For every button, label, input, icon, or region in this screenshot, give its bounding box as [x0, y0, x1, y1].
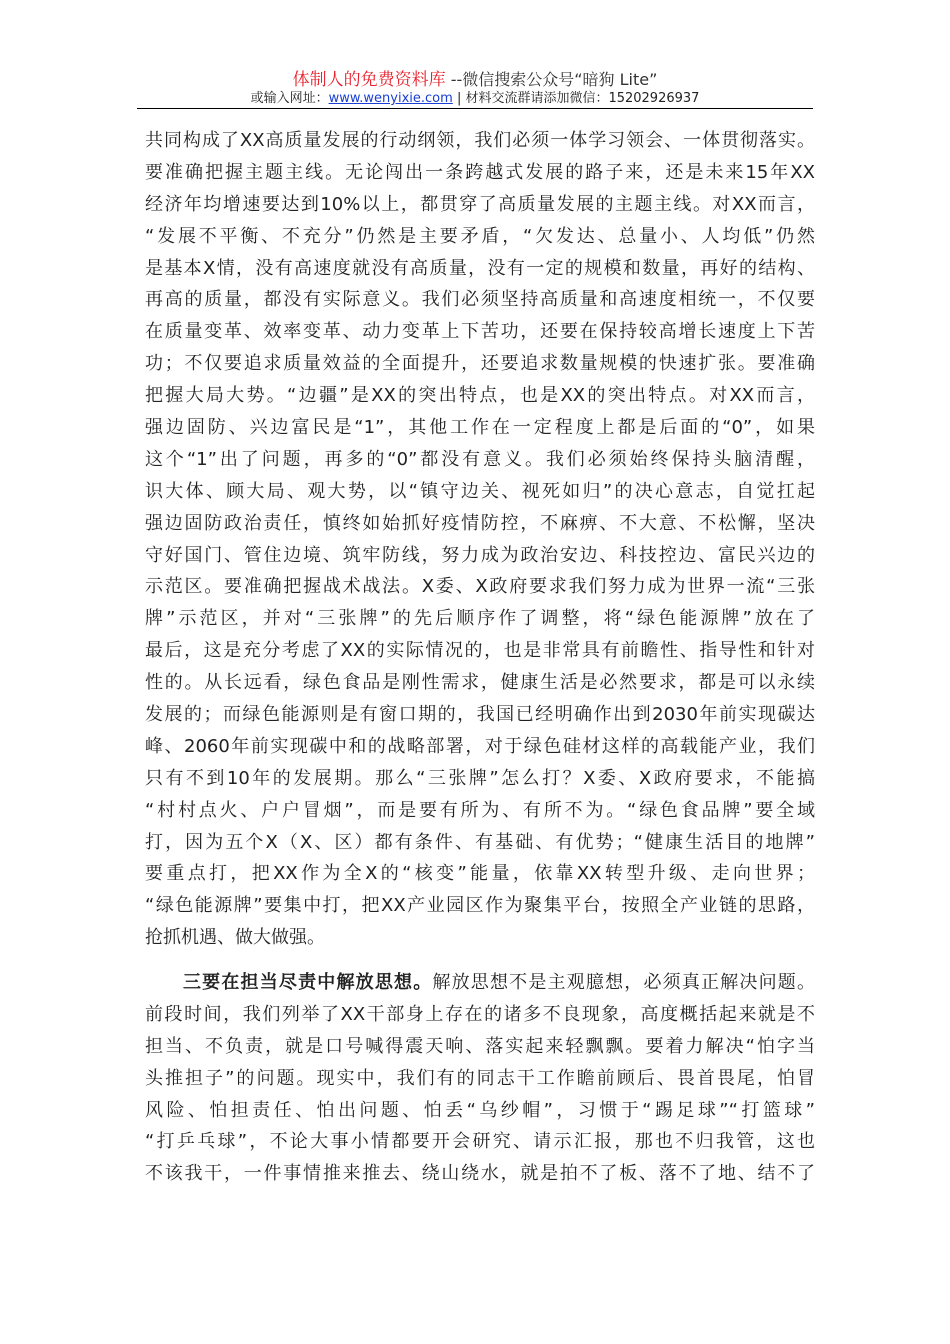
text-line: “打乒乓球”，不论大事小情都要开会研究、请示汇报，那也不归我管，这也: [145, 1131, 815, 1153]
site-name: 体制人的免费资料库: [292, 70, 446, 90]
paragraph-heading: 三要在担当尽责中解放思想。: [183, 972, 433, 993]
text-line: 性的。从长远看，绿色食品是刚性需求，健康生活是必然要求，都是可以永续: [145, 672, 815, 694]
text-line: 最后，这是充分考虑了XX的实际情况的，也是非常具有前瞻性、指导性和针对: [145, 640, 815, 662]
text-line: 强边固防政治责任，慎终如始抓好疫情防控，不麻痹、不大意、不松懈，坚决: [145, 512, 815, 534]
text-line: 牌”示范区，并对“三张牌”的先后顺序作了调整，将“绿色能源牌”放在了: [145, 608, 815, 630]
text-line: 守好国门、管住边境、筑牢防线，努力成为政治安边、科技控边、富民兴边的: [145, 544, 815, 566]
text-line: 识大体、顾大局、观大势，以“镇守边关、视死如归”的决心意志，自觉扛起: [145, 480, 815, 502]
text-line: 在质量变革、效率变革、动力变革上下苦功，还要在保持较高增长速度上下苦: [145, 321, 815, 343]
header-divider: [137, 108, 813, 109]
text-line: “村村点火、户户冒烟”，而是要有所为、有所不为。“绿色食品牌”要全域: [145, 799, 815, 821]
text-line: 示范区。要准确把握战术战法。X委、X政府要求我们努力成为世界一流“三张: [145, 576, 815, 598]
website-link[interactable]: www.wenyixie.com: [328, 91, 453, 106]
text-line: 经济年均增速要达到10%以上，都贯穿了高质量发展的主题主线。对XX而言，: [145, 193, 815, 215]
text-line: 功；不仅要追求质量效益的全面提升，还要追求数量规模的快速扩张。要准确: [145, 353, 815, 375]
text-line: 不该我干，一件事情推来推去、绕山绕水，就是拍不了板、落不了地、结不了: [145, 1163, 815, 1185]
text-line: 发展的；而绿色能源则是有窗口期的，我国已经明确作出到2030年前实现碳达: [145, 704, 815, 726]
text-line: 打，因为五个X（X、区）都有条件、有基础、有优势；“健康生活目的地牌”: [145, 831, 815, 853]
text-line: 强边固防、兴边富民是“1”，其他工作在一定程度上都是后面的“0”，如果: [145, 417, 815, 439]
text-line: 风险、怕担责任、怕出问题、怕丢“乌纱帽”，习惯于“踢足球”“打篮球”: [145, 1099, 815, 1121]
text-line: 担当、不负责，就是口号喊得震天响、落实起来轻飘飘。要着力解决“怕字当: [145, 1035, 815, 1057]
text-line: 头推担子”的问题。现实中，我们有的同志干工作瞻前顾后、畏首畏尾，怕冒: [145, 1067, 815, 1089]
text-line: 只有不到10年的发展期。那么“三张牌”怎么打？X委、X政府要求，不能搞: [145, 767, 815, 789]
text-line: 要准确把握主题主线。无论闯出一条跨越式发展的路子来，还是未来15年XX: [145, 161, 815, 183]
text-line: 要重点打，把XX作为全X的“核变”能量，依靠XX转型升级、走向世界；: [145, 863, 815, 885]
text-line: 前段时间，我们列举了XX干部身上存在的诸多不良现象，高度概括起来就是不: [145, 1003, 815, 1025]
url-label: 或输入网址：: [250, 91, 329, 106]
contact-info: | 材料交流群请添加微信：15202926937: [456, 91, 700, 106]
text-line: 峰、2060年前实现碳中和的战略部署，对于绿色硅材这样的高载能产业，我们: [145, 735, 815, 757]
body-paragraph-1: [145, 125, 815, 954]
text-line: 把握大局大势。“边疆”是XX的突出特点，也是XX的突出特点。对XX而言，: [145, 385, 815, 407]
search-hint: --微信搜索公众号“暗狗 Lite”: [450, 70, 658, 89]
text-line: 抢抓机遇、做大做强。: [145, 927, 325, 949]
page-header: [137, 70, 813, 108]
text-line: 这个“1”出了问题，再多的“0”都没有意义。我们必须始终保持头脑清醒，: [145, 448, 815, 470]
text-line: 再高的质量，都没有实际意义。我们必须坚持高质量和高速度相统一，不仅要: [145, 289, 815, 311]
text-line: 是基本X情，没有高速度就没有高质量，没有一定的规模和数量，再好的结构、: [145, 257, 815, 279]
text-line: 共同构成了XX高质量发展的行动纲领，我们必须一体学习领会、一体贯彻落实。: [145, 130, 815, 151]
text-line: “发展不平衡、不充分”仍然是主要矛盾，“欠发达、总量小、人均低”仍然: [145, 225, 815, 247]
text-line: “绿色能源牌”要集中打，把XX产业园区作为聚集平台，按照全产业链的思路，: [145, 895, 815, 917]
body-paragraph-2: [145, 967, 815, 1190]
text-line: 三要在担当尽责中解放思想。解放思想不是主观臆想，必须真正解决问题。: [183, 972, 815, 993]
